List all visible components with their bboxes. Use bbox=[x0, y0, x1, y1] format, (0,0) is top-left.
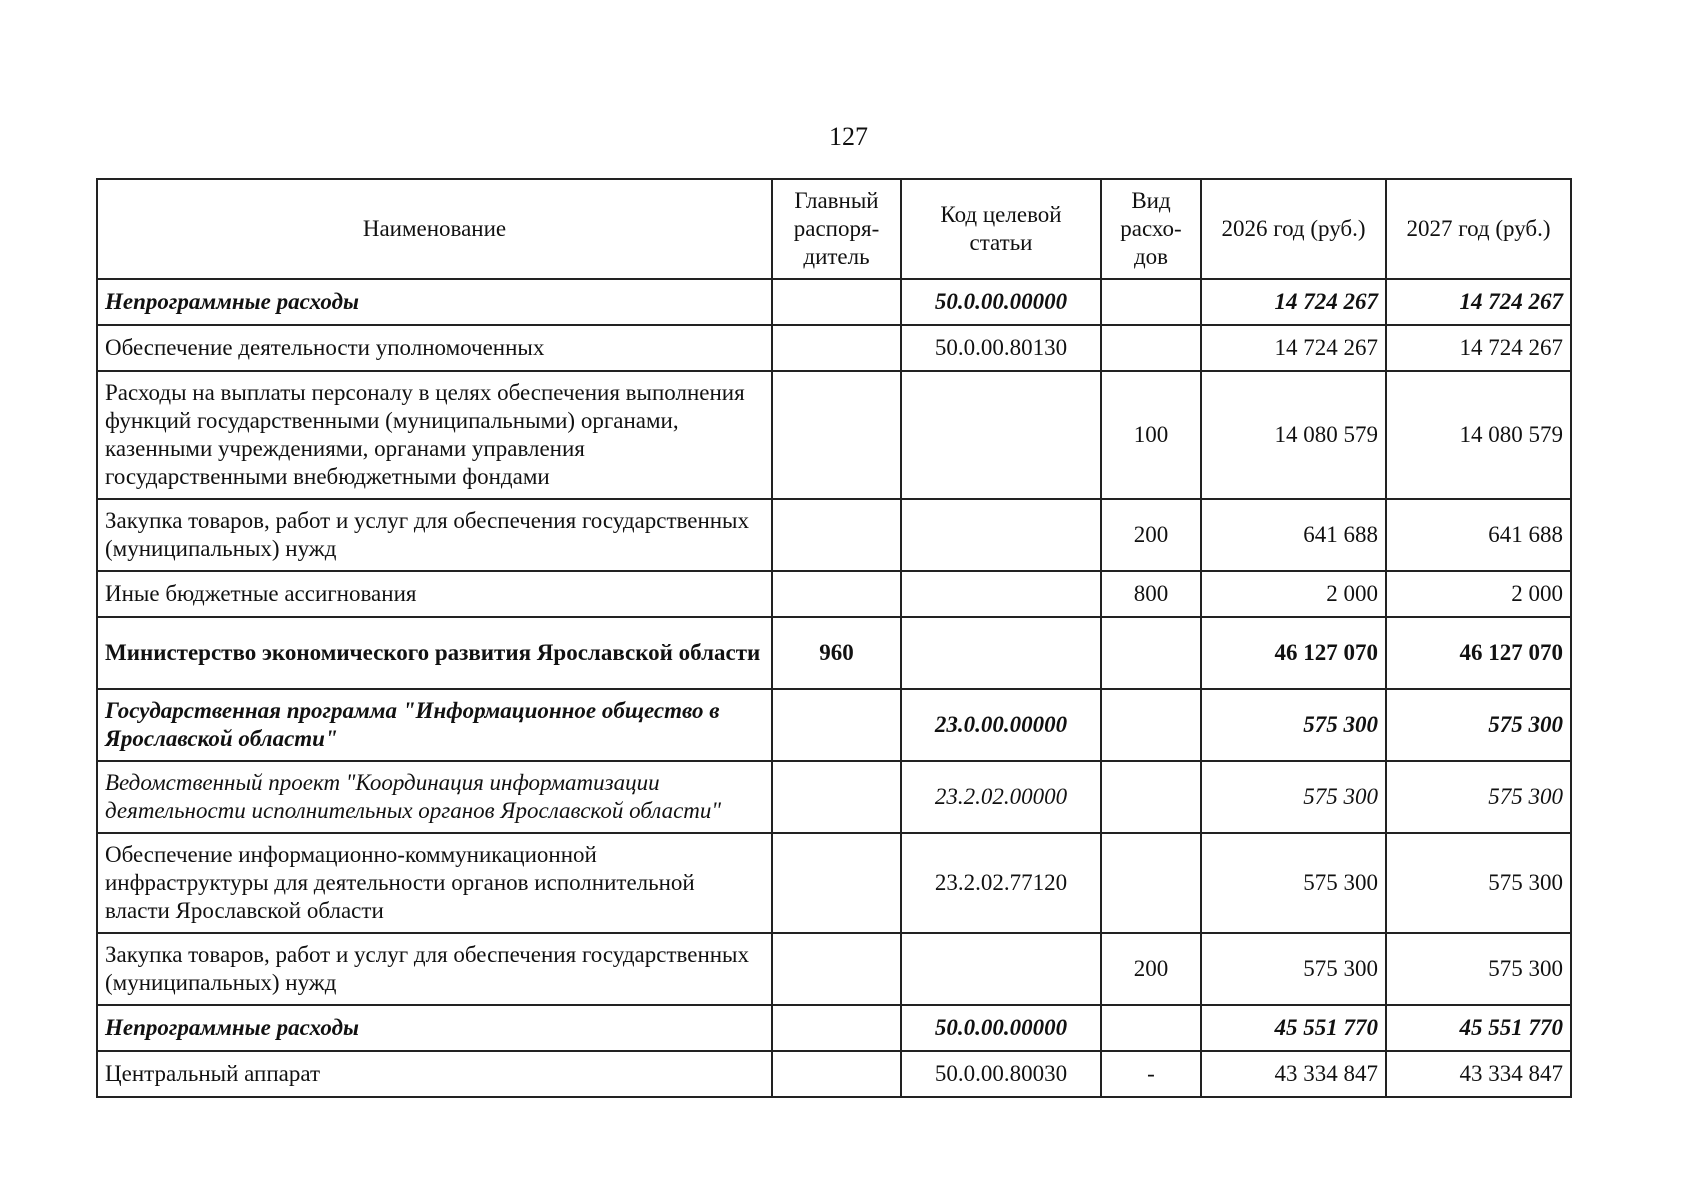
row-expense-type bbox=[1101, 1005, 1201, 1051]
row-code bbox=[901, 933, 1101, 1005]
row-expense-type: - bbox=[1101, 1051, 1201, 1097]
row-manager bbox=[772, 933, 901, 1005]
row-amount-2026: 46 127 070 bbox=[1201, 617, 1386, 689]
row-code: 23.0.00.00000 bbox=[901, 689, 1101, 761]
table-row bbox=[97, 371, 1571, 499]
row-name: Обеспечение деятельности уполномоченных bbox=[97, 325, 772, 371]
table-row bbox=[97, 279, 1571, 325]
row-name: Непрограммные расходы bbox=[97, 1005, 772, 1051]
table-row bbox=[97, 1051, 1571, 1097]
row-amount-2026: 641 688 bbox=[1201, 499, 1386, 571]
row-manager bbox=[772, 325, 901, 371]
row-name: Ведомственный проект "Координация информатизации деятельности исполнительных органов Ярославской области" bbox=[97, 761, 772, 833]
row-manager bbox=[772, 371, 901, 499]
row-code bbox=[901, 571, 1101, 617]
row-amount-2027: 43 334 847 bbox=[1386, 1051, 1571, 1097]
row-manager bbox=[772, 833, 901, 933]
row-amount-2026: 43 334 847 bbox=[1201, 1051, 1386, 1097]
row-code: 50.0.00.00000 bbox=[901, 279, 1101, 325]
table-row bbox=[97, 833, 1571, 933]
header-code: Код целевой статьи bbox=[901, 179, 1101, 279]
row-amount-2027: 45 551 770 bbox=[1386, 1005, 1571, 1051]
row-name: Обеспечение информационно-коммуникационной инфраструктуры для деятельности органов исполнительной власти Ярославской области bbox=[97, 833, 772, 933]
row-amount-2026: 575 300 bbox=[1201, 761, 1386, 833]
row-expense-type bbox=[1101, 833, 1201, 933]
row-amount-2026: 575 300 bbox=[1201, 933, 1386, 1005]
row-amount-2026: 2 000 bbox=[1201, 571, 1386, 617]
row-name: Иные бюджетные ассигнования bbox=[97, 571, 772, 617]
row-manager bbox=[772, 1051, 901, 1097]
table-body bbox=[97, 279, 1571, 1097]
row-code: 23.2.02.77120 bbox=[901, 833, 1101, 933]
row-name: Центральный аппарат bbox=[97, 1051, 772, 1097]
row-amount-2026: 575 300 bbox=[1201, 689, 1386, 761]
header-type: Вид расхо-дов bbox=[1101, 179, 1201, 279]
row-manager bbox=[772, 1005, 901, 1051]
row-manager bbox=[772, 571, 901, 617]
row-name: Закупка товаров, работ и услуг для обеспечения государственных (муниципальных) нужд bbox=[97, 499, 772, 571]
row-amount-2026: 14 080 579 bbox=[1201, 371, 1386, 499]
row-amount-2027: 575 300 bbox=[1386, 933, 1571, 1005]
row-expense-type bbox=[1101, 689, 1201, 761]
row-code: 50.0.00.80030 bbox=[901, 1051, 1101, 1097]
row-expense-type bbox=[1101, 325, 1201, 371]
row-amount-2027: 641 688 bbox=[1386, 499, 1571, 571]
row-expense-type: 100 bbox=[1101, 371, 1201, 499]
row-code: 50.0.00.80130 bbox=[901, 325, 1101, 371]
row-amount-2026: 45 551 770 bbox=[1201, 1005, 1386, 1051]
table-row bbox=[97, 325, 1571, 371]
row-amount-2027: 575 300 bbox=[1386, 689, 1571, 761]
row-amount-2027: 2 000 bbox=[1386, 571, 1571, 617]
table-row bbox=[97, 689, 1571, 761]
row-code bbox=[901, 499, 1101, 571]
table-row bbox=[97, 761, 1571, 833]
row-name: Министерство экономического развития Ярославской области bbox=[97, 617, 772, 689]
table-row bbox=[97, 933, 1571, 1005]
row-code bbox=[901, 617, 1101, 689]
budget-table bbox=[96, 178, 1572, 1098]
row-code: 23.2.02.00000 bbox=[901, 761, 1101, 833]
row-expense-type: 800 bbox=[1101, 571, 1201, 617]
page-number: 127 bbox=[829, 122, 868, 151]
row-amount-2027: 14 724 267 bbox=[1386, 279, 1571, 325]
row-expense-type bbox=[1101, 617, 1201, 689]
row-name: Закупка товаров, работ и услуг для обеспечения государственных (муниципальных) нужд bbox=[97, 933, 772, 1005]
header-manager: Главный распоря-дитель bbox=[772, 179, 901, 279]
header-name: Наименование bbox=[97, 179, 772, 279]
row-code bbox=[901, 371, 1101, 499]
row-expense-type bbox=[1101, 761, 1201, 833]
row-amount-2027: 46 127 070 bbox=[1386, 617, 1571, 689]
row-amount-2027: 575 300 bbox=[1386, 833, 1571, 933]
row-amount-2026: 14 724 267 bbox=[1201, 279, 1386, 325]
header-row bbox=[97, 179, 1571, 279]
table-row bbox=[97, 1005, 1571, 1051]
row-manager bbox=[772, 689, 901, 761]
row-manager: 960 bbox=[772, 617, 901, 689]
row-amount-2027: 575 300 bbox=[1386, 761, 1571, 833]
row-name: Расходы на выплаты персоналу в целях обеспечения выполнения функций государственными (муниципальными) органами, казенными учреждениями, органами управления государственными внебюджетными фондами bbox=[97, 371, 772, 499]
row-name: Государственная программа "Информационное общество в Ярославской области" bbox=[97, 689, 772, 761]
row-name: Непрограммные расходы bbox=[97, 279, 772, 325]
row-manager bbox=[772, 279, 901, 325]
table-row bbox=[97, 617, 1571, 689]
row-expense-type: 200 bbox=[1101, 499, 1201, 571]
row-manager bbox=[772, 761, 901, 833]
table-row bbox=[97, 499, 1571, 571]
header-year-2026: 2026 год (руб.) bbox=[1201, 179, 1386, 279]
row-expense-type: 200 bbox=[1101, 933, 1201, 1005]
row-manager bbox=[772, 499, 901, 571]
row-code: 50.0.00.00000 bbox=[901, 1005, 1101, 1051]
table-row bbox=[97, 571, 1571, 617]
row-amount-2026: 14 724 267 bbox=[1201, 325, 1386, 371]
row-expense-type bbox=[1101, 279, 1201, 325]
row-amount-2026: 575 300 bbox=[1201, 833, 1386, 933]
row-amount-2027: 14 724 267 bbox=[1386, 325, 1571, 371]
row-amount-2027: 14 080 579 bbox=[1386, 371, 1571, 499]
header-year-2027: 2027 год (руб.) bbox=[1386, 179, 1571, 279]
